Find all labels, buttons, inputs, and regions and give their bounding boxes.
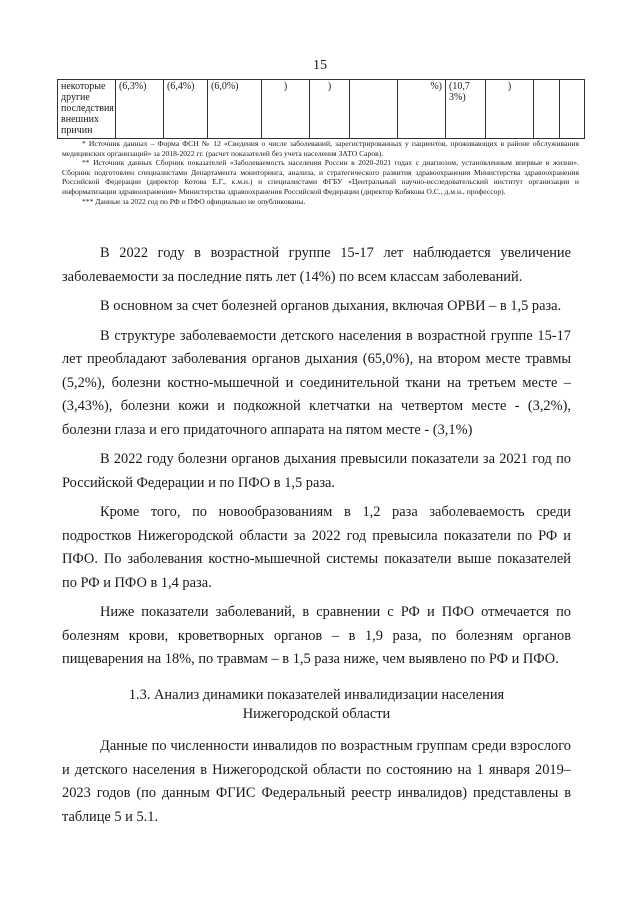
table-cell bbox=[350, 80, 398, 139]
paragraph: В 2022 году в возрастной группе 15-17 лет наблюдается увеличение заболеваемости за последние пять лет (14%) по всем классам заболеваний. bbox=[62, 245, 571, 285]
table-row bbox=[58, 80, 585, 139]
table-cell bbox=[560, 80, 585, 139]
body-text bbox=[62, 242, 571, 678]
paragraph: В 2022 году болезни органов дыхания превысили показатели за 2021 год по Российской Федерации и по ПФО в 1,5 раза. bbox=[62, 451, 571, 491]
table-cell: ) bbox=[262, 80, 310, 139]
footnotes bbox=[62, 139, 579, 206]
table-cell: ) bbox=[310, 80, 350, 139]
table-cell: (6,3%) bbox=[116, 80, 164, 139]
footnote: * Источник данных – Форма ФСН № 12 «Сведения о числе заболеваний, зарегистрированных у пациентов, проживающих в районе обслуживания медицинских организаций» за 2018-2022 гг. (расчет показателей без учета населения ЗАТО Саров). bbox=[62, 139, 579, 158]
paragraph: Данные по численности инвалидов по возрастным группам среди взрослого и детского населения в Нижегородской области по состоянию на 1 января 2019–2023 годов (по данным ФГИС Федеральный реестр инвалидов) представлены в таблице 5 и 5.1. bbox=[62, 738, 571, 825]
paragraph: В основном за счет болезней органов дыхания, включая ОРВИ – в 1,5 раза. bbox=[100, 298, 562, 314]
paragraph: Кроме того, по новообразованиям в 1,2 раза заболеваемость среди подростков Нижегородской области за 2022 год превысила показатели по РФ и ПФО. По заболевания костно-мышечной системы показатели выше показателей по РФ и ПФО в 1,4 раза. bbox=[62, 504, 571, 591]
section-heading-line: Нижегородской области bbox=[242, 706, 391, 722]
data-table-fragment bbox=[57, 79, 585, 139]
section-body bbox=[62, 735, 571, 829]
table-row-label: некоторые другие последствия внешних причин bbox=[58, 80, 116, 139]
footnote: *** Данные за 2022 год по РФ и ПФО официально не опубликованы. bbox=[82, 196, 306, 206]
table-cell bbox=[534, 80, 560, 139]
page-number: 15 bbox=[313, 58, 327, 73]
table-cell: ) bbox=[486, 80, 534, 139]
section-heading-line: 1.3. Анализ динамики показателей инвалидизации населения bbox=[128, 687, 505, 703]
table-cell: %) bbox=[398, 80, 446, 139]
paragraph: В структуре заболеваемости детского населения в возрастной группе 15-17 лет преобладают заболевания органов дыхания (65,0%), на втором месте травмы (5,2%), болезни костно-мышечной и соединительной ткани на третьем месте – (3,43%), болезни кожи и подкожной клетчатки на четвертом месте - (3,2%), болезни глаза и его придаточного аппарата на пятом месте - (3,1%) bbox=[62, 327, 571, 438]
table-cell: (10,7 3%) bbox=[446, 80, 486, 139]
table-cell: (6,0%) bbox=[208, 80, 262, 139]
table-cell: (6,4%) bbox=[164, 80, 208, 139]
footnote: ** Источник данных Сборник показателей «Заболеваемость населения России в 2020-2021 годах с диагнозом, установленным впервые в жизни». Сборник подготовлен специалистами Департамента мониторинга, анализа, и стратегического развития здравоохранения Министерства здравоохранения Российской Федерации (директор Котова Е.Г., к.м.н.) и специалистами ФГБУ «Центральный научно-исследовательский институт организации и информатизации здравоохранения» Министерства здравоохранения Российской Федерации (директор Кобякова О.С., д.м.н., профессор). bbox=[62, 158, 579, 196]
paragraph: Ниже показатели заболеваний, в сравнении с РФ и ПФО отмечается по болезням крови, кроветворных органов – в 1,9 раза, по болезням органов пищеварения на 18%, по травмам – в 1,5 раза ниже, чем выявлено по РФ и ПФО. bbox=[62, 604, 571, 667]
section-heading bbox=[62, 686, 571, 724]
